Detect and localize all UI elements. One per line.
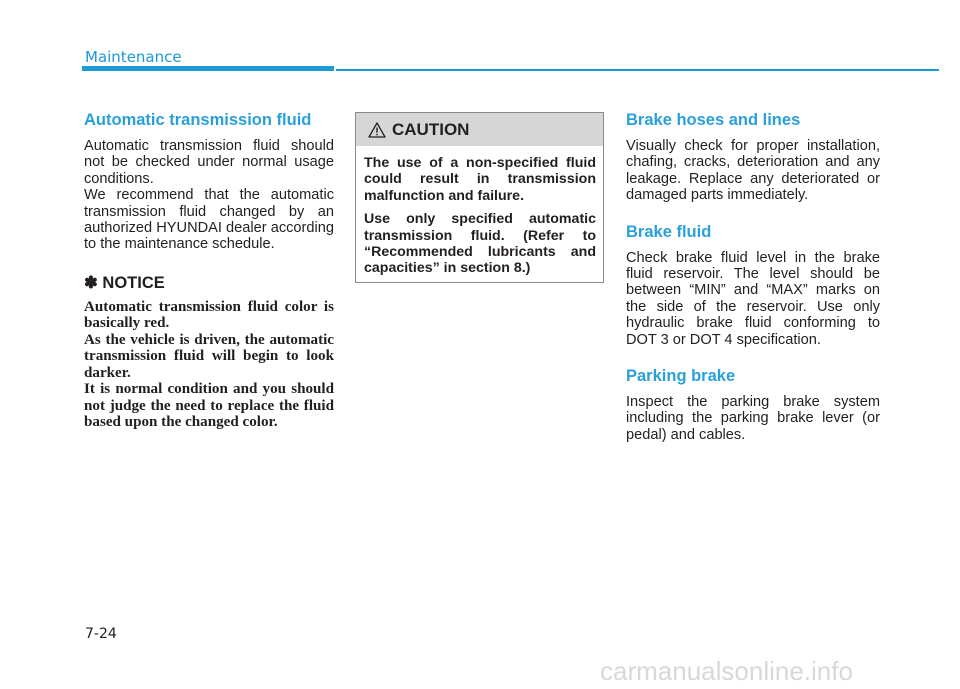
atf-heading: Automatic transmission fluid bbox=[84, 111, 312, 129]
left-column bbox=[84, 110, 334, 431]
atf-paragraph-2: We recommend that the automatic transmission fluid changed by an authorized HYUNDAI dealer according to the maintenance schedule. bbox=[84, 187, 334, 253]
notice-line-2: As the vehicle is driven, the automatic transmission fluid will begin to look darker. bbox=[84, 331, 334, 381]
brake-hoses-text: Visually check for proper installation, chafing, cracks, deterioration and any leakage. Replace any deteriorated or damaged parts immediately. bbox=[626, 138, 880, 204]
header-rule-thin bbox=[336, 69, 939, 71]
brake-fluid-heading: Brake fluid bbox=[626, 222, 712, 241]
watermark: carmanualsonline.info bbox=[600, 656, 853, 686]
notice-line-3: It is normal condition and you should not judge the need to replace the fluid based upon the changed color. bbox=[84, 381, 334, 431]
caution-body bbox=[356, 146, 603, 277]
warning-triangle-icon bbox=[368, 122, 392, 138]
caution-paragraph-1: The use of a non-specified fluid could result in transmission malfunction and failure. bbox=[364, 155, 596, 204]
atf-paragraph-1: Automatic transmission fluid should not be checked under normal usage conditions. bbox=[84, 138, 334, 187]
notice-line-1: Automatic transmission fluid color is basically red. bbox=[84, 298, 334, 332]
page-number: 7-24 bbox=[85, 626, 117, 642]
caution-title: CAUTION bbox=[392, 119, 470, 139]
notice-heading: ✽ NOTICE bbox=[84, 273, 165, 292]
header-section-label: Maintenance bbox=[85, 48, 182, 66]
brake-fluid-text: Check brake fluid level in the brake fluid reservoir. The level should be between “MIN” and “MAX” marks on the side of the reservoir. Use only hydraulic brake fluid conforming to DOT 3 or DOT 4 specification. bbox=[626, 249, 880, 348]
brake-hoses-heading: Brake hoses and lines bbox=[626, 111, 801, 129]
caution-paragraph-2: Use only specified automatic transmission fluid. (Refer to “Recommended lubricants and capacities” in section 8.) bbox=[364, 211, 596, 277]
parking-brake-heading: Parking brake bbox=[626, 367, 736, 386]
caution-box bbox=[355, 112, 604, 283]
caution-header bbox=[356, 113, 603, 146]
parking-brake-text: Inspect the parking brake system including the parking brake lever (or pedal) and cables. bbox=[626, 394, 880, 443]
header-rule-thick bbox=[82, 66, 334, 71]
right-column bbox=[626, 110, 880, 443]
